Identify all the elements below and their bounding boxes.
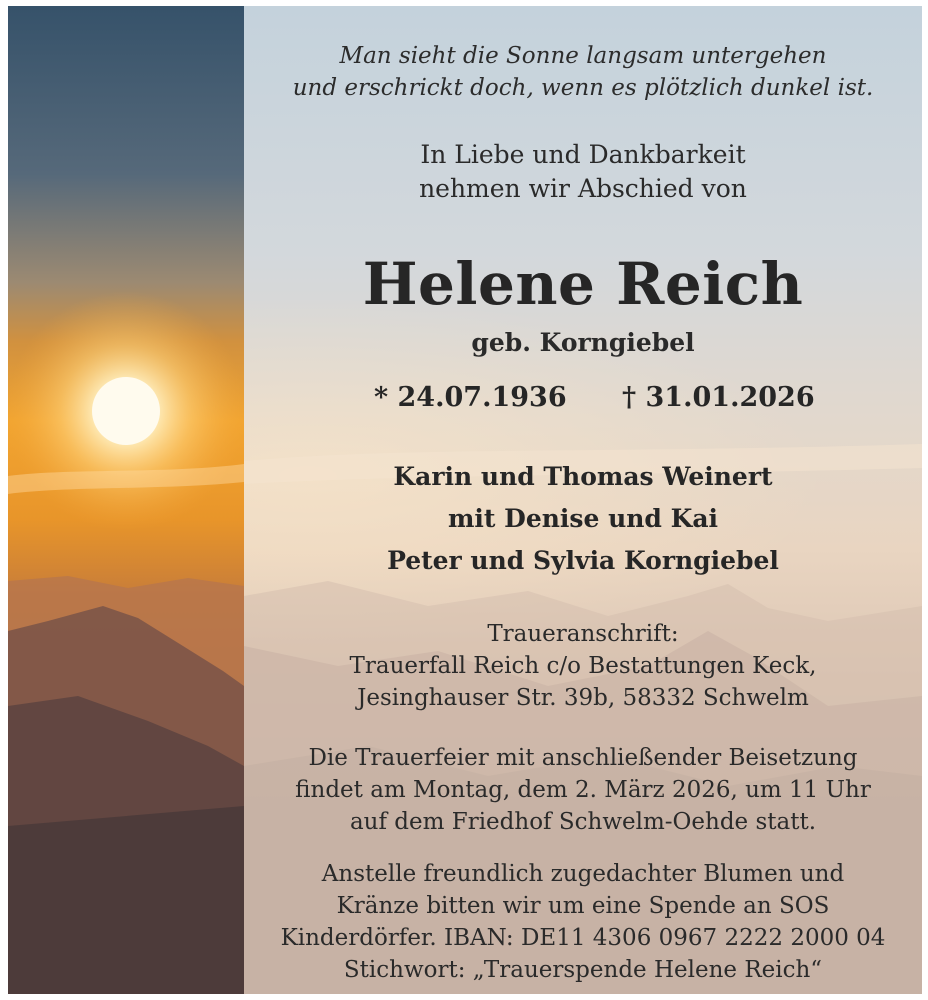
ceremony-line-3: auf dem Friedhof Schwelm-Oehde statt.	[349, 809, 817, 835]
address-line-2: Jesinghauser Str. 39b, 58332 Schwelm	[357, 685, 809, 711]
deceased-name: Helene Reich	[362, 250, 804, 318]
donation-line-1: Anstelle freundlich zugedachter Blumen und	[321, 861, 845, 887]
address-line-1: Trauerfall Reich c/o Bestattungen Keck,	[349, 653, 817, 679]
family-line-3: Peter und Sylvia Korngiebel	[387, 546, 779, 575]
intro-line-2: nehmen wir Abschied von	[419, 174, 747, 203]
address-heading: Traueranschrift:	[487, 621, 679, 647]
maiden-name: geb. Korngiebel	[471, 328, 695, 357]
notice-text	[244, 6, 922, 994]
quote-line-1: Man sieht die Sonne langsam untergehen	[339, 43, 827, 69]
birth-date: * 24.07.1936	[374, 382, 567, 413]
family-line-2: mit Denise und Kai	[447, 504, 719, 533]
obituary-notice	[8, 6, 922, 994]
donation-line-2: Kränze bitten wir um eine Spende an SOS	[336, 893, 830, 919]
ceremony-line-2: findet am Montag, dem 2. März 2026, um 11 Uhr	[295, 777, 871, 803]
sunset-photo-strip	[8, 6, 244, 994]
quote-line-2: und erschrickt doch, wenn es plötzlich dunkel ist.	[292, 75, 874, 101]
ceremony-line-1: Die Trauerfeier mit anschließender Beisetzung	[308, 745, 858, 771]
intro-line-1: In Liebe und Dankbarkeit	[420, 140, 746, 169]
life-dates	[244, 381, 922, 415]
donation-line-4: Stichwort: „Trauerspende Helene Reich“	[343, 957, 823, 983]
sun-icon	[92, 377, 160, 445]
donation-line-3: Kinderdörfer. IBAN: DE11 4306 0967 2222 2000 04	[280, 925, 886, 951]
family-line-1: Karin und Thomas Weinert	[393, 462, 773, 491]
death-date: † 31.01.2026	[622, 382, 815, 413]
